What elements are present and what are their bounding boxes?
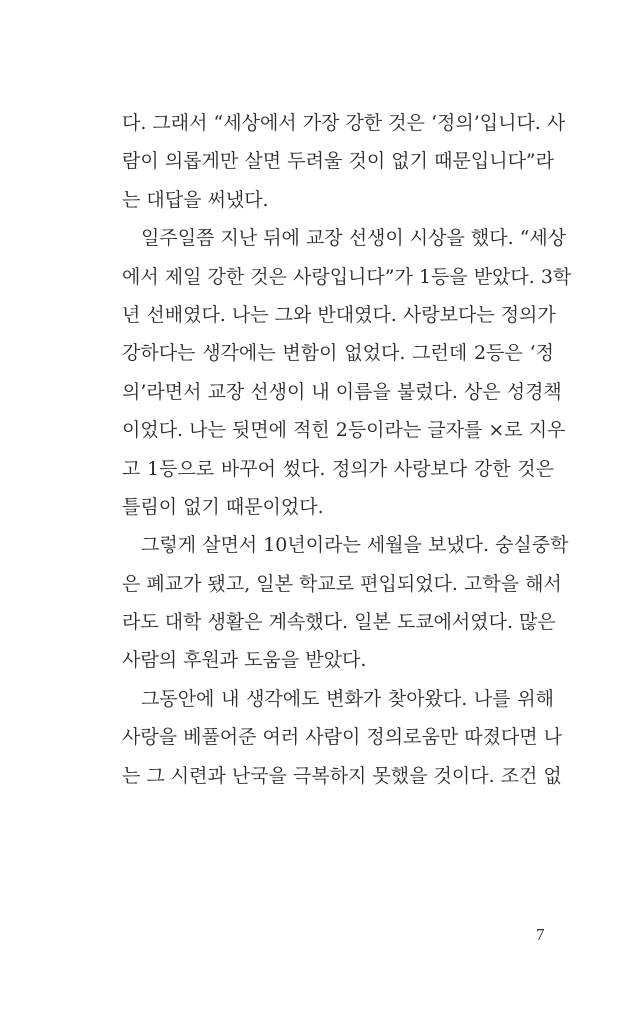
text-line: 에서 제일 강한 것은 사랑입니다”가 1등을 받았다. 3학 xyxy=(122,265,572,288)
text-line: 년 선배였다. 나는 그와 반대였다. 사랑보다는 정의가 xyxy=(122,303,556,326)
text-line: 람이 의롭게만 살면 두려울 것이 없기 때문입니다”라 xyxy=(122,150,554,173)
text-line: 사랑을 베풀어준 여러 사람이 정의로움만 따졌다면 나 xyxy=(122,726,563,749)
text-line: 은 폐교가 됐고, 일본 학교로 편입되었다. 고학을 해서 xyxy=(122,572,562,595)
text-line: 는 대답을 써냈다. xyxy=(122,188,269,211)
text-line: 의’라면서 교장 선생이 내 이름을 불렀다. 상은 성경책 xyxy=(122,380,562,403)
paragraph-3 xyxy=(122,526,569,680)
text-line: 그렇게 살면서 10년이라는 세월을 보냈다. 숭실중학 xyxy=(141,534,569,557)
paragraph-2 xyxy=(122,219,572,526)
text-line: 그동안에 내 생각에도 변화가 찾아왔다. 나를 위해 xyxy=(141,687,554,710)
text-line: 다. 그래서 “세상에서 가장 강한 것은 ‘정의’입니다. 사 xyxy=(122,112,566,134)
text-line: 고 1등으로 바꾸어 썼다. 정의가 사랑보다 강한 것은 xyxy=(122,457,554,480)
text-line: 는 그 시련과 난국을 극복하지 못했을 것이다. 조건 없 xyxy=(122,764,562,787)
text-line: 이었다. 나는 뒷면에 적힌 2등이라는 글자를 ×로 지우 xyxy=(122,419,566,442)
page-number: 7 xyxy=(536,925,545,944)
paragraph-4 xyxy=(122,680,563,795)
paragraph-1 xyxy=(122,104,566,219)
text-line: 틀림이 없기 때문이었다. xyxy=(122,495,324,518)
text-line: 라도 대학 생활은 계속했다. 일본 도쿄에서였다. 많은 xyxy=(122,611,556,634)
text-line: 강하다는 생각에는 변함이 없었다. 그런데 2등은 ‘정 xyxy=(122,342,554,365)
text-line: 사람의 후원과 도움을 받았다. xyxy=(122,649,367,672)
body-text xyxy=(122,104,572,795)
text-line: 일주일쯤 지난 뒤에 교장 선생이 시상을 했다. “세상 xyxy=(141,227,567,250)
